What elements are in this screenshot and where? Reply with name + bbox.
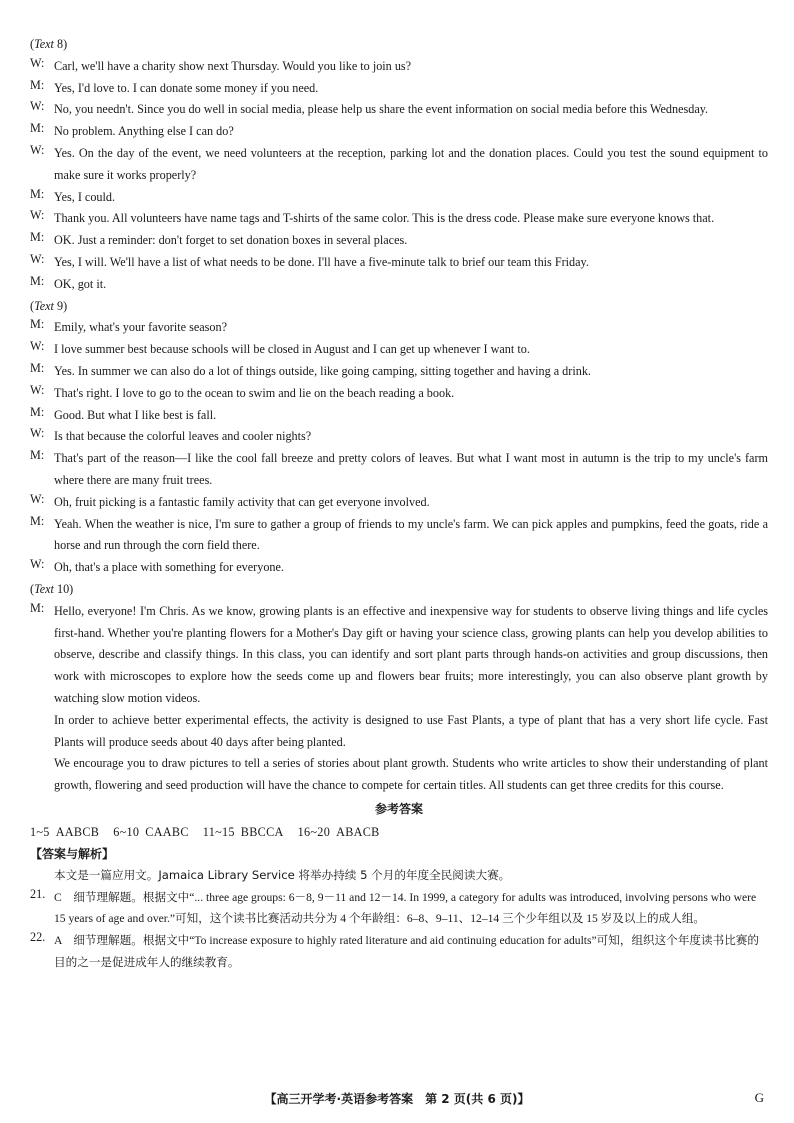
dialogue-line: I love summer best because schools will be closed in August and I can get up whenever I want to. bbox=[54, 342, 530, 357]
speaker-label: M: bbox=[30, 230, 45, 245]
dialogue-line: Yes, I will. We'll have a list of what needs to be done. I'll have a five-minute talk to brief our team this Friday. bbox=[54, 254, 589, 269]
dialogue-turn bbox=[30, 492, 768, 514]
dialogue-line: No problem. Anything else I can do? bbox=[54, 124, 234, 139]
speaker-label: W: bbox=[30, 557, 45, 572]
dialogue-line: Yes. In summer we can also do a lot of things outside, like going camping, sitting together and having a drink. bbox=[54, 363, 591, 378]
monologue-paragraph: Hello, everyone! I'm Chris. As we know, growing plants is an effective and inexpensive way for students to observe living things and life cycles first-hand. Whether you're planting flowers for a Mother's Day gift or having your science class, growing plants can help you develop abilities to observe, describe and classify things. In this class, you can identify and sort plant parts through hands-on activities and group discussions, then work with microscopes to explore how the seeds come up and flowers bear fruits; more interestingly, you can also observe plant growth by watching slow motion videos. bbox=[54, 603, 768, 705]
speaker-label: W: bbox=[30, 491, 45, 506]
document-content bbox=[30, 34, 768, 974]
dialogue-line: No, you needn't. Since you do well in social media, please help us share the event information on social media before this Wednesday. bbox=[54, 102, 709, 117]
answer-key bbox=[30, 821, 768, 843]
speaker-label: M: bbox=[30, 513, 45, 528]
answer-keys: AABCB bbox=[55, 824, 100, 839]
page-footer bbox=[30, 1090, 764, 1107]
paper-code: G bbox=[754, 1090, 764, 1105]
speaker-label: M: bbox=[30, 77, 45, 92]
dialogue-turn bbox=[30, 383, 768, 405]
dialogue-turn bbox=[30, 230, 768, 252]
text-9-header: (Text 9) bbox=[30, 298, 68, 313]
dialogue-turn bbox=[30, 78, 768, 100]
question-number: 21. bbox=[30, 886, 46, 901]
speaker-label: W: bbox=[30, 251, 45, 266]
dialogue-turn bbox=[30, 56, 768, 78]
speaker-label: M: bbox=[30, 600, 45, 615]
speaker-label: W: bbox=[30, 142, 45, 157]
dialogue-line: That's part of the reason—I like the cool fall breeze and pretty colors of leaves. But what I want most in autumn is the trip to my uncle's farm where there are many fruit trees. bbox=[54, 451, 768, 487]
dialogue-line: Thank you. All volunteers have name tags and T-shirts of the same color. This is the dress code. Please make sure everyone knows that. bbox=[54, 211, 715, 226]
dialogue-line: OK, got it. bbox=[54, 276, 107, 291]
monologue-paragraph: In order to achieve better experimental effects, the activity is designed to use Fast Plants, a type of plant that has a very short life cycle. Fast Plants will produce seeds about 40 days after being planted. bbox=[54, 712, 768, 749]
answer-range: 11~15 bbox=[202, 824, 235, 839]
answer-group bbox=[203, 825, 284, 839]
answer-group bbox=[298, 825, 380, 839]
speaker-label: W: bbox=[30, 339, 45, 354]
speaker-label: W: bbox=[30, 382, 45, 397]
answer-keys: BBCCA bbox=[240, 824, 284, 839]
speaker-label: W: bbox=[30, 426, 45, 441]
text-8-header: (Text 8) bbox=[30, 37, 68, 51]
dialogue-turn bbox=[30, 187, 768, 209]
dialogue-line: Good. But what I like best is fall. bbox=[54, 407, 217, 422]
dialogue-line: OK. Just a reminder: don't forget to set donation boxes in several places. bbox=[54, 233, 408, 248]
speaker-label: W: bbox=[30, 99, 45, 114]
speaker-label: M: bbox=[30, 273, 45, 288]
question-explanation: C 细节理解题。根据文中“... three age groups: 6－8, 9－11 and 12－14. In 1999, a category for adults was introduced, involving persons who were 15 years of age and over.”可知，这个读书比赛活动共分为 4 个年龄组：6–8、9–11、12–14 三个少年组以及 15 岁及以上的成人组。 bbox=[54, 890, 757, 926]
text-10-header: (Text 10) bbox=[30, 581, 74, 596]
dialogue-turn bbox=[30, 317, 768, 339]
dialogue-turn bbox=[30, 208, 768, 230]
answer-range: 16~20 bbox=[297, 824, 331, 839]
monologue-paragraph: We encourage you to draw pictures to tell a series of stories about plant growth. Students who write articles to show their understanding of plant growth, flowering and seed production will have the chance to compete for certain titles. All students can get three credits for this course. bbox=[54, 756, 768, 793]
text-8-dialogue bbox=[30, 56, 768, 296]
dialogue-line: Carl, we'll have a charity show next Thursday. Would you like to join us? bbox=[54, 58, 412, 73]
answer-keys: CAABC bbox=[145, 824, 189, 839]
answers-title: 参考答案 bbox=[374, 801, 423, 816]
question-explanation: A 细节理解题。根据文中“To increase exposure to highly rated literature and aid continuing education for adults”可知，组织这个年度读书比赛的目的之一是促进成年人的继续教育。 bbox=[54, 934, 759, 970]
dialogue-turn bbox=[30, 514, 768, 558]
dialogue-turn bbox=[30, 143, 768, 187]
dialogue-line: Is that because the colorful leaves and cooler nights? bbox=[54, 429, 312, 444]
speaker-label: M: bbox=[30, 186, 45, 201]
dialogue-line: That's right. I love to go to the ocean to swim and lie on the beach reading a book. bbox=[54, 385, 455, 400]
dialogue-turn bbox=[30, 426, 768, 448]
dialogue-turn bbox=[30, 557, 768, 579]
dialogue-line: Yes. On the day of the event, we need volunteers at the reception, parking lot and the donation places. Could you test the sound equipment to make sure it works properly? bbox=[54, 145, 768, 182]
dialogue-turn bbox=[30, 99, 768, 121]
speaker-label: W: bbox=[30, 55, 45, 70]
dialogue-line: Oh, that's a place with something for everyone. bbox=[54, 560, 284, 575]
dialogue-turn bbox=[30, 448, 768, 492]
dialogue-line: Oh, fruit picking is a fantastic family activity that can get everyone involved. bbox=[54, 494, 430, 509]
dialogue-turn bbox=[30, 274, 768, 296]
speaker-label: M: bbox=[30, 360, 45, 375]
answer-range: 6~10 bbox=[113, 824, 140, 839]
answer-range: 1~5 bbox=[30, 824, 50, 839]
answer-group bbox=[30, 825, 99, 839]
analysis-title: 【答案与解析】 bbox=[30, 846, 115, 861]
question-21 bbox=[30, 887, 768, 931]
dialogue-turn bbox=[30, 339, 768, 361]
answer-group bbox=[113, 825, 189, 839]
speaker-label: W: bbox=[30, 208, 45, 223]
speaker-label: M: bbox=[30, 121, 45, 136]
analysis-intro: 本文是一篇应用文。Jamaica Library Service 将举办持续 5 个月的年度全民阅读大赛。 bbox=[54, 867, 511, 882]
dialogue-line: Emily, what's your favorite season? bbox=[54, 320, 227, 335]
text-10-monologue bbox=[30, 601, 768, 797]
dialogue-line: Yeah. When the weather is nice, I'm sure to gather a group of friends to my uncle's farm. We can pick apples and pumpkins, feed the goats, ride a horse and run through the corn field there. bbox=[54, 516, 768, 553]
footer-text: 【高三开学考·英语参考答案 第 2 页(共 6 页)】 bbox=[264, 1092, 530, 1106]
speaker-label: M: bbox=[30, 317, 45, 332]
dialogue-turn bbox=[30, 252, 768, 274]
dialogue-line: Yes, I could. bbox=[54, 189, 116, 204]
question-22 bbox=[30, 930, 768, 974]
question-number: 22. bbox=[30, 930, 46, 945]
dialogue-line: Yes, I'd love to. I can donate some money if you need. bbox=[54, 80, 319, 95]
answer-keys: ABACB bbox=[336, 824, 380, 839]
dialogue-turn bbox=[30, 361, 768, 383]
speaker-label: M: bbox=[30, 404, 45, 419]
speaker-label: M: bbox=[30, 448, 45, 463]
dialogue-turn bbox=[30, 405, 768, 427]
dialogue-turn bbox=[30, 121, 768, 143]
text-9-dialogue bbox=[30, 317, 768, 579]
